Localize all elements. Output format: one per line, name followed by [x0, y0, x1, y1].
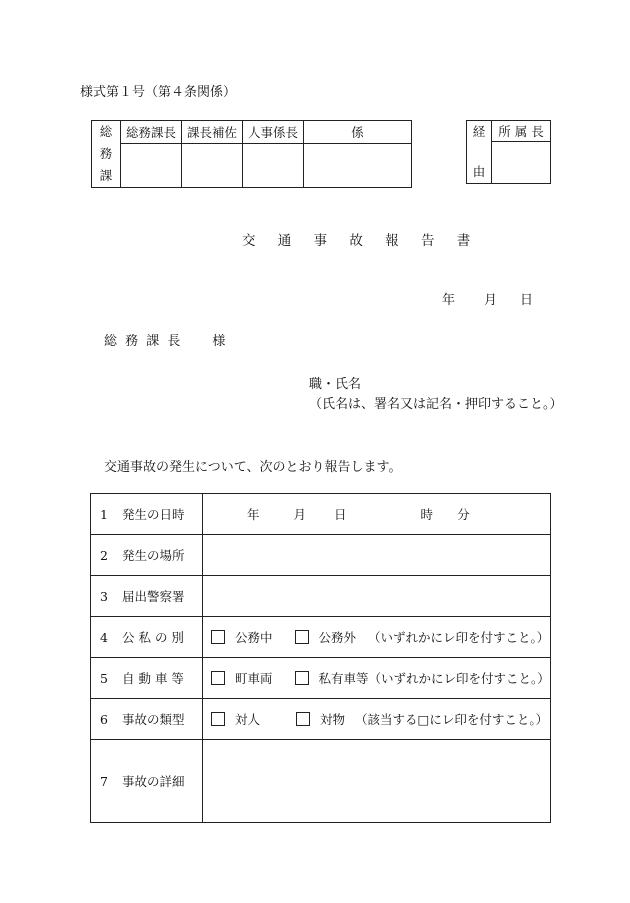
- details-value: [203, 740, 551, 823]
- sender-note: （氏名は、署名又は記名・押印すること。）: [309, 397, 563, 412]
- dept-label-cell: 総 務 課: [92, 121, 121, 188]
- row-label: 1 発生の日時: [91, 494, 203, 535]
- police-station-value: [203, 576, 551, 617]
- accident-type-options: 対人 対物 （該当する□にレ印を付すこと。）: [203, 699, 551, 740]
- person-checkbox[interactable]: [211, 712, 225, 726]
- stamp-cell: [304, 143, 412, 187]
- row-label: 5 自 動 車 等: [91, 658, 203, 699]
- role-personnel-chief: 人事係長: [243, 121, 304, 144]
- private-vehicle-checkbox[interactable]: [295, 671, 309, 685]
- role-affiliation-chief: 所 属 長: [492, 121, 551, 142]
- via-table: [466, 120, 551, 184]
- addressee: 総 務 課 長 様: [104, 334, 228, 349]
- datetime-value: 年 月 日 時 分: [203, 494, 551, 535]
- row-label: 2 発生の場所: [91, 535, 203, 576]
- table-row: [91, 617, 551, 658]
- table-row: [91, 494, 551, 535]
- town-vehicle-checkbox[interactable]: [211, 671, 225, 685]
- vehicle-options: 町車両 私有車等（いずれかにレ印を付すこと。）: [203, 658, 551, 699]
- row-label: 7 事故の詳細: [91, 740, 203, 823]
- public-private-options: 公務中 公務外 （いずれかにレ印を付すこと。）: [203, 617, 551, 658]
- table-row: [91, 699, 551, 740]
- via-label-cell: 経 由: [467, 121, 492, 184]
- table-row: [91, 740, 551, 823]
- off-duty-checkbox[interactable]: [295, 630, 309, 644]
- row-label: 4 公 私 の 別: [91, 617, 203, 658]
- table-row: [91, 658, 551, 699]
- report-date: 年 月 日: [442, 293, 534, 308]
- stamp-cell: [492, 142, 551, 184]
- property-checkbox[interactable]: [296, 712, 310, 726]
- role-assistant-chief: 課長補佐: [182, 121, 243, 144]
- role-general-affairs-chief: 総務課長: [121, 121, 182, 144]
- sender-label: 職・氏名: [309, 377, 362, 392]
- role-staff: 係: [304, 121, 412, 144]
- stamp-cell: [182, 143, 243, 187]
- intro-text: 交通事故の発生について、次のとおり報告します。: [104, 460, 402, 475]
- document-title: 交 通 事 故 報 告 書: [242, 233, 480, 249]
- stamp-cell: [243, 143, 304, 187]
- report-table: [90, 493, 551, 823]
- stamp-cell: [121, 143, 182, 187]
- on-duty-checkbox[interactable]: [211, 630, 225, 644]
- table-row: [91, 535, 551, 576]
- table-row: [91, 576, 551, 617]
- form-number: 様式第１号（第４条関係）: [80, 85, 237, 100]
- location-value: [203, 535, 551, 576]
- row-label: 3 届出警察署: [91, 576, 203, 617]
- approval-table: [91, 120, 412, 188]
- row-label: 6 事故の類型: [91, 699, 203, 740]
